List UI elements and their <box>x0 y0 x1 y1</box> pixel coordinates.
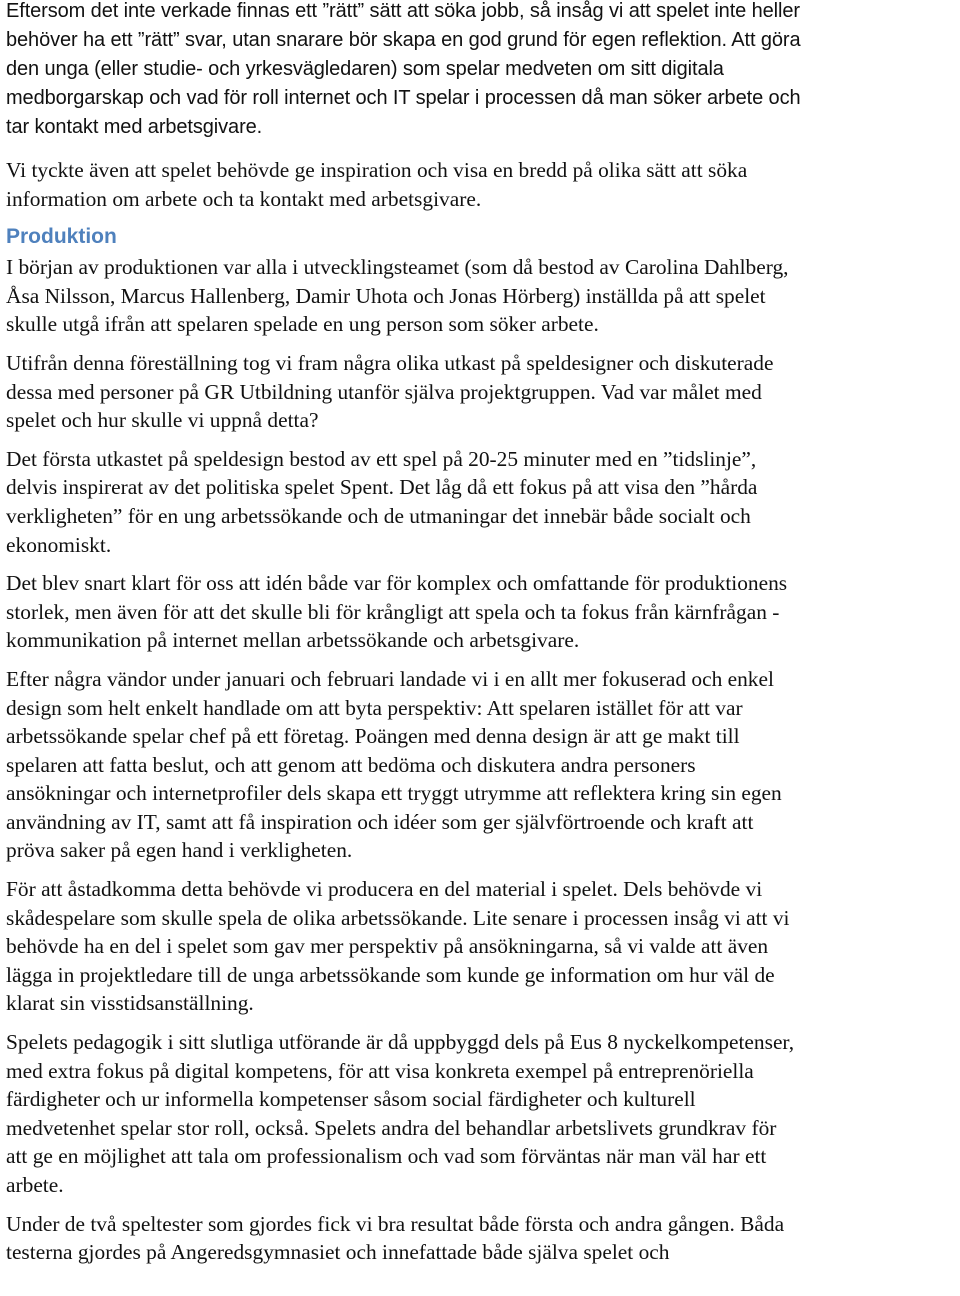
body-paragraph-8: Under de två speltester som gjordes fick vi bra resultat både första och andra gången. Båda testerna gjordes på Angeredsgymnasiet och innefattade både själva spelet och <box>6 1211 785 1265</box>
body-paragraph-2: Utifrån denna föreställning tog vi fram några olika utkast på speldesigner och diskuterade dessa med personer på GR Utbildning utanför själva projektgruppen. Vad var målet med spelet och hur skulle vi uppnå detta? <box>6 350 774 433</box>
body-paragraph-7: Spelets pedagogik i sitt slutliga utförande är då uppbyggd dels på Eus 8 nyckelkompetenser, med extra fokus på digital kompetens, för att visa konkreta exempel på entreprenöriella färdigheter och ur informella kompetenser såsom social färdigheter och kulturell medvetenhet spelar stor roll, också. Spelets andra del behandlar arbetslivets grundkrav för att ge en möjlighet att tala om professionalism och vad som förväntas när man väl har ett arbete. <box>6 1030 795 1197</box>
intro-paragraph-2: Vi tyckte även att spelet behövde ge inspiration och visa en bredd på olika sätt att söka information om arbete och ta kontakt med arbetsgivare. <box>6 158 748 211</box>
intro-paragraph-1: Eftersom det inte verkade finnas ett ”rätt” sätt att söka jobb, så insåg vi att spelet inte heller behöver ha ett ”rätt” svar, utan snarare bör skapa en god grund för egen reflektion. Att göra den unga (eller studie- och yrkesvägledaren) som spelar medveten om sitt digitala medborgarskap och vad för roll internet och IT spelar i processen då man söker arbete och tar kontakt med arbetsgivare. <box>6 0 801 138</box>
body-paragraph-4: Det blev snart klart för oss att idén både var för komplex och omfattande för produktionens storlek, men även för att det skulle bli för krångligt att spela och ta fokus från kärnfrågan - kommunikation på internet mellan arbetssökande och arbetsgivare. <box>6 571 788 653</box>
body-paragraph-6: För att åstadkomma detta behövde vi producera en del material i spelet. Dels behövde vi skådespelare som skulle spela de olika arbetssökande. Lite senare i processen insåg vi att vi behövde ha en del i spelet som gav mer perspektiv på ansökningarna, så vi valde att även lägga in projektledare till de unga arbetssökande som kunde ge information om hur väl de klarat sin visstidsanställning. <box>6 877 790 1016</box>
body-paragraph-5: Efter några vändor under januari och februari landade vi i en allt mer fokuserad och enkel design som helt enkelt handlade om att byta perspektiv: Att spelaren istället för att var arbetssökande spelar chef på ett företag. Poängen med denna design är att ge makt till spelaren att fatta beslut, och att genom att bedöma och diskutera andra personers ansökningar och internetprofiler dels skapa ett tryggt utrymme att reflektera kring sin egen användning av IT, samt att få inspiration och idéer som ger självförtroende och kraft att pröva saker på egen hand i verkligheten. <box>6 666 782 863</box>
body-paragraph-3: Det första utkastet på speldesign bestod av ett spel på 20-25 minuter med en ”tidslinje”, delvis inspirerat av det politiska spelet Spent. Det låg då ett fokus på att visa den ”hårda verkligheten” för en ung arbetssökande och de utmaningar det innebär både socialt och ekonomiskt. <box>6 446 758 557</box>
body-paragraph-1: I början av produktionen var alla i utvecklingsteamet (som då bestod av Carolina Dahlberg, Åsa Nilsson, Marcus Hallenberg, Damir Uhota och Jonas Hörberg) inställda på att spelet skulle utgå ifrån att spelaren spelade en ung person som söker arbete. <box>6 255 789 337</box>
section-heading: Produktion <box>6 225 117 249</box>
